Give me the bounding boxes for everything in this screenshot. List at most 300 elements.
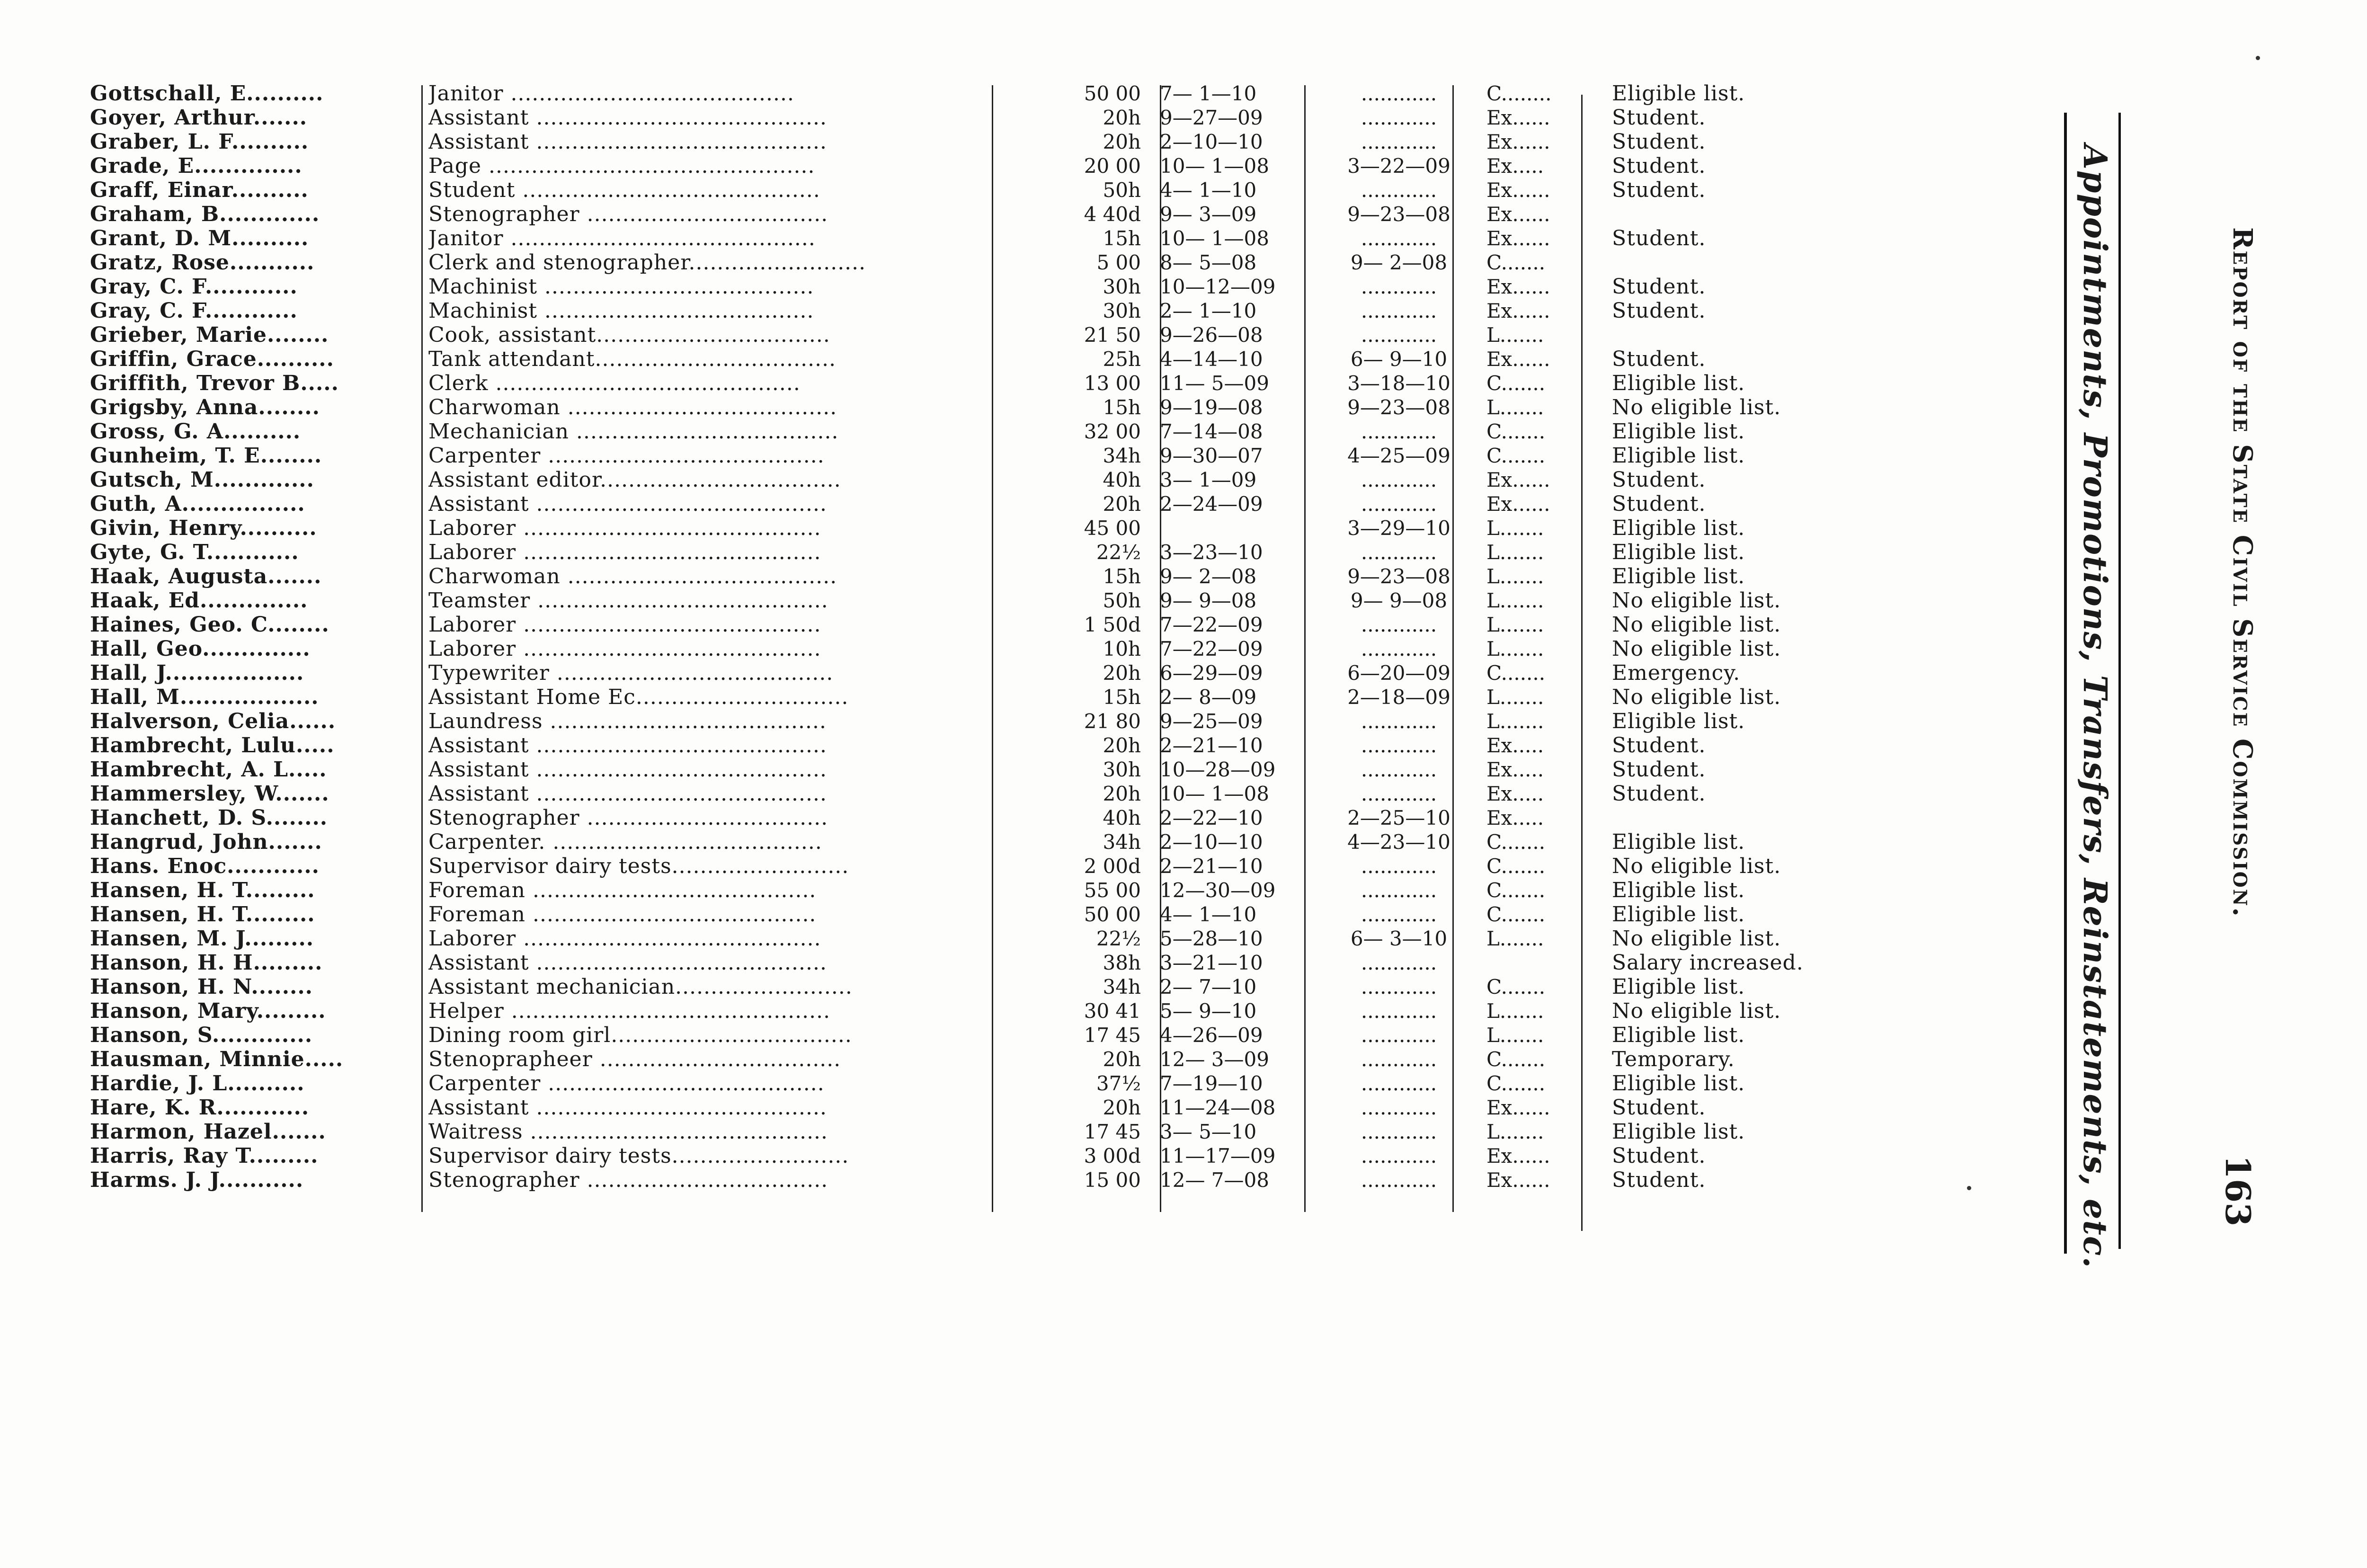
cell-date2: 6— 3—10	[1350, 927, 1448, 950]
cell-name: Halverson, Celia......	[90, 709, 336, 733]
cell-date2: ............	[1361, 782, 1437, 805]
cell-name: Graff, Einar..........	[90, 178, 309, 202]
cell-date1: 2—21—10	[1160, 734, 1263, 757]
table-row	[90, 830, 1842, 854]
cell-remark: Student.	[1612, 1096, 1706, 1120]
cell-remark: Eligible list.	[1612, 1071, 1745, 1096]
cell-date2: ............	[1361, 106, 1437, 129]
cell-salary: 20 00	[1084, 154, 1141, 178]
cell-salary: 15h	[1103, 396, 1141, 419]
cell-code: Ex......	[1486, 347, 1550, 371]
cell-remark: No eligible list.	[1612, 685, 1781, 709]
cell-date1: 9—26—08	[1160, 323, 1263, 347]
cell-salary: 38h	[1103, 951, 1141, 974]
table-row	[90, 661, 1842, 685]
cell-date2: 4—23—10	[1347, 830, 1450, 854]
cell-title: Page ..............................................	[428, 154, 815, 178]
cell-date1: 10— 1—08	[1160, 227, 1269, 250]
cell-salary: 22½	[1096, 927, 1141, 950]
cell-code: L.......	[1486, 396, 1544, 419]
cell-code: Ex......	[1486, 178, 1550, 202]
cell-date2: ............	[1361, 613, 1437, 636]
cell-title: Supervisor dairy tests.........................	[428, 854, 849, 878]
cell-salary: 20h	[1103, 661, 1141, 685]
cell-salary: 30h	[1103, 299, 1141, 322]
cell-name: Graber, L. F..........	[90, 130, 309, 154]
cell-date1: 12— 3—09	[1160, 1048, 1269, 1071]
cell-name: Hans. Enoc............	[90, 854, 320, 878]
cell-date2: ............	[1361, 323, 1437, 347]
cell-date1: 8— 5—08	[1160, 251, 1257, 274]
cell-name: Grieber, Marie........	[90, 323, 329, 347]
cell-code: C.......	[1486, 903, 1546, 926]
cell-salary: 21 50	[1084, 323, 1141, 347]
cell-name: Grigsby, Anna........	[90, 395, 320, 419]
cell-name: Hall, M..................	[90, 685, 319, 709]
cell-code: L.......	[1486, 589, 1544, 612]
cell-date1: 9—19—08	[1160, 396, 1263, 419]
cell-salary: 20h	[1103, 106, 1141, 129]
cell-date1: 11—24—08	[1160, 1096, 1276, 1119]
cell-name: Guth, A................	[90, 492, 305, 516]
table-row	[90, 492, 1842, 516]
cell-title: Clerk ...........................................	[428, 371, 801, 395]
cell-code: Ex......	[1486, 299, 1550, 322]
cell-remark: Eligible list.	[1612, 444, 1745, 468]
cell-name: Hangrud, John.......	[90, 830, 322, 854]
cell-salary: 40h	[1103, 806, 1141, 829]
cell-date1: 12—30—09	[1160, 879, 1276, 902]
cell-code: Ex.....	[1486, 782, 1544, 805]
cell-date2: ............	[1361, 420, 1437, 443]
cell-date1: 9—27—09	[1160, 106, 1263, 129]
table-row	[90, 371, 1842, 395]
cell-code: Ex.....	[1486, 734, 1544, 757]
table-row	[90, 854, 1842, 878]
cell-date1: 2—10—10	[1160, 130, 1263, 153]
table-row	[90, 1120, 1842, 1144]
cell-code: C.......	[1486, 420, 1546, 443]
table-row	[90, 757, 1842, 782]
cell-title: Charwoman ......................................	[428, 395, 837, 419]
cell-date2: 9— 2—08	[1350, 251, 1448, 274]
table-row	[90, 999, 1842, 1023]
cell-date2: 9— 9—08	[1350, 589, 1448, 612]
cell-date2: ............	[1361, 1048, 1437, 1071]
cell-salary: 15h	[1103, 686, 1141, 709]
cell-name: Gutsch, M.............	[90, 468, 314, 492]
cell-salary: 20h	[1103, 782, 1141, 805]
cell-date2: ............	[1361, 999, 1437, 1023]
cell-title: Helper .............................................	[428, 999, 831, 1023]
cell-date1: 5— 9—10	[1160, 999, 1257, 1023]
cell-title: Waitress ..........................................	[428, 1120, 828, 1144]
cell-date1: 4—14—10	[1160, 347, 1263, 371]
cell-date1: 9— 2—08	[1160, 565, 1257, 588]
cell-title: Assistant mechanician.........................	[428, 975, 853, 999]
cell-remark: Temporary.	[1612, 1047, 1735, 1071]
cell-remark: Student.	[1612, 178, 1706, 202]
cell-date2: ............	[1361, 975, 1437, 998]
cell-name: Hambrecht, A. L.....	[90, 757, 327, 782]
cell-code: C.......	[1486, 372, 1546, 395]
print-speck	[2256, 56, 2260, 60]
cell-title: Assistant .........................................	[428, 757, 827, 782]
cell-salary: 2 00d	[1084, 855, 1141, 878]
cell-title: Assistant .........................................	[428, 782, 827, 806]
cell-remark: Student.	[1612, 468, 1706, 492]
cell-salary: 22½	[1096, 541, 1141, 564]
cell-name: Haak, Augusta.......	[90, 564, 322, 588]
cell-date2: 6— 9—10	[1350, 347, 1448, 371]
cell-name: Hanson, Mary.........	[90, 999, 326, 1023]
cell-name: Harms. J. J...........	[90, 1168, 304, 1192]
cell-salary: 3 00d	[1084, 1144, 1141, 1167]
cell-remark: Student.	[1612, 733, 1706, 757]
cell-code: C.......	[1486, 444, 1546, 467]
cell-salary: 30h	[1103, 758, 1141, 781]
cell-date2: 9—23—08	[1347, 396, 1450, 419]
cell-remark: Student.	[1612, 106, 1706, 130]
cell-date2: ............	[1361, 1120, 1437, 1143]
cell-salary: 25h	[1103, 347, 1141, 371]
cell-date2: ............	[1361, 299, 1437, 322]
cell-date2: ............	[1361, 1024, 1437, 1047]
cell-date2: ............	[1361, 468, 1437, 491]
cell-date2: ............	[1361, 275, 1437, 298]
table-row	[90, 154, 1842, 178]
cell-date2: ............	[1361, 951, 1437, 974]
table-row	[90, 250, 1842, 275]
cell-salary: 4 40d	[1084, 203, 1141, 226]
cell-code: C........	[1486, 82, 1552, 105]
cell-remark: Student.	[1612, 757, 1706, 782]
table-row	[90, 275, 1842, 299]
cell-remark: No eligible list.	[1612, 854, 1781, 878]
cell-name: Gross, G. A..........	[90, 419, 301, 444]
table-row	[90, 1168, 1842, 1192]
cell-name: Grant, D. M..........	[90, 226, 309, 250]
cell-salary: 34h	[1103, 830, 1141, 854]
cell-code: C.......	[1486, 1048, 1546, 1071]
cell-date2: ............	[1361, 227, 1437, 250]
cell-code: Ex......	[1486, 1168, 1550, 1192]
cell-date1: 9— 9—08	[1160, 589, 1257, 612]
cell-code: Ex......	[1486, 106, 1550, 129]
cell-date1: 4— 1—10	[1160, 903, 1257, 926]
cell-title: Mechanician .....................................	[428, 419, 839, 444]
cell-salary: 17 45	[1084, 1024, 1141, 1047]
cell-remark: Eligible list.	[1612, 419, 1745, 444]
cell-salary: 10h	[1103, 637, 1141, 660]
cell-code: L.......	[1486, 323, 1544, 347]
cell-remark: Student.	[1612, 1144, 1706, 1168]
cell-salary: 20h	[1103, 130, 1141, 153]
table-row	[90, 733, 1842, 757]
cell-code: C.......	[1486, 661, 1546, 685]
cell-name: Hanson, H. N........	[90, 975, 313, 999]
cell-code: C.......	[1486, 975, 1546, 998]
cell-name: Grade, E..............	[90, 154, 303, 178]
cell-name: Hanson, S.............	[90, 1023, 313, 1047]
cell-name: Gray, C. F............	[90, 299, 298, 323]
cell-date2: ............	[1361, 637, 1437, 660]
cell-salary: 5 00	[1096, 251, 1141, 274]
cell-salary: 32 00	[1084, 420, 1141, 443]
cell-date2: ............	[1361, 541, 1437, 564]
cell-code: L.......	[1486, 927, 1544, 950]
cell-date1: 2—21—10	[1160, 855, 1263, 878]
cell-title: Laborer ..........................................	[428, 637, 821, 661]
header-rule-inner	[2118, 113, 2121, 1249]
table-row	[90, 927, 1842, 951]
cell-salary: 55 00	[1084, 879, 1141, 902]
table-row	[90, 613, 1842, 637]
cell-remark: Eligible list.	[1612, 540, 1745, 564]
table-row	[90, 106, 1842, 130]
cell-salary: 30 41	[1084, 999, 1141, 1023]
cell-salary: 15h	[1103, 565, 1141, 588]
cell-name: Hare, K. R............	[90, 1096, 310, 1120]
cell-code: L.......	[1486, 686, 1544, 709]
cell-date1: 3—21—10	[1160, 951, 1263, 974]
cell-salary: 34h	[1103, 444, 1141, 467]
cell-date1: 7— 1—10	[1160, 82, 1257, 105]
cell-code: L.......	[1486, 999, 1544, 1023]
cell-name: Graham, B.............	[90, 202, 320, 226]
cell-date2: ............	[1361, 1144, 1437, 1167]
cell-date2: ............	[1361, 492, 1437, 516]
cell-salary: 30h	[1103, 275, 1141, 298]
table-row	[90, 1071, 1842, 1096]
table-row	[90, 395, 1842, 419]
table-row	[90, 709, 1842, 733]
cell-salary: 17 45	[1084, 1120, 1141, 1143]
cell-title: Stenographer ..................................	[428, 1168, 828, 1192]
table-row	[90, 975, 1842, 999]
cell-remark: Student.	[1612, 226, 1706, 250]
cell-title: Carpenter .......................................	[428, 444, 825, 468]
cell-name: Hall, J..................	[90, 661, 304, 685]
cell-date1: 9— 3—09	[1160, 203, 1257, 226]
cell-date1: 10— 1—08	[1160, 782, 1269, 805]
page-number: 163	[2218, 1155, 2258, 1227]
cell-title: Stenoprapheer ..................................	[428, 1047, 841, 1071]
cell-salary: 37½	[1096, 1072, 1141, 1095]
cell-code: C.......	[1486, 1072, 1546, 1095]
cell-title: Assistant .........................................	[428, 733, 827, 757]
table-row	[90, 564, 1842, 588]
cell-title: Student ..........................................	[428, 178, 820, 202]
header-rule-outer	[2064, 113, 2067, 1254]
cell-name: Gratz, Rose...........	[90, 250, 315, 275]
cell-salary: 13 00	[1084, 372, 1141, 395]
cell-title: Typewriter .......................................	[428, 661, 834, 685]
cell-title: Assistant .........................................	[428, 130, 827, 154]
cell-name: Hansen, H. T.........	[90, 878, 315, 902]
cell-remark: No eligible list.	[1612, 999, 1781, 1023]
cell-name: Harris, Ray T.........	[90, 1144, 319, 1168]
cell-salary: 34h	[1103, 975, 1141, 998]
table-row	[90, 902, 1842, 927]
cell-date2: ............	[1361, 82, 1437, 105]
cell-date2: ............	[1361, 178, 1437, 202]
cell-code: L.......	[1486, 637, 1544, 660]
cell-name: Hardie, J. L..........	[90, 1071, 305, 1096]
cell-code: L.......	[1486, 565, 1544, 588]
cell-name: Gunheim, T. E........	[90, 444, 322, 468]
cell-title: Carpenter .......................................	[428, 1071, 825, 1096]
cell-date1: 2— 1—10	[1160, 299, 1257, 322]
print-speck	[1967, 1186, 1971, 1190]
cell-date1: 3—23—10	[1160, 541, 1263, 564]
cell-name: Goyer, Arthur.......	[90, 106, 308, 130]
cell-remark: Student.	[1612, 782, 1706, 806]
cell-name: Harmon, Hazel.......	[90, 1120, 326, 1144]
cell-date1: 4—26—09	[1160, 1024, 1263, 1047]
cell-title: Supervisor dairy tests.........................	[428, 1144, 849, 1168]
cell-code: L.......	[1486, 517, 1544, 540]
cell-date1: 3— 1—09	[1160, 468, 1257, 491]
cell-title: Tank attendant..................................	[428, 347, 836, 371]
cell-salary: 1 50d	[1084, 613, 1141, 636]
table-row	[90, 1047, 1842, 1071]
cell-remark: Eligible list.	[1612, 1120, 1745, 1144]
cell-code: Ex......	[1486, 1096, 1550, 1119]
cell-code: L.......	[1486, 1024, 1544, 1047]
cell-title: Janitor ........................................	[428, 81, 794, 106]
cell-title: Laborer ..........................................	[428, 516, 821, 540]
cell-name: Hansen, H. T.........	[90, 902, 315, 927]
cell-date2: 9—23—08	[1347, 203, 1450, 226]
cell-code: Ex......	[1486, 1144, 1550, 1167]
cell-name: Hambrecht, Lulu.....	[90, 733, 335, 757]
cell-salary: 15h	[1103, 227, 1141, 250]
cell-title: Stenographer ..................................	[428, 806, 828, 830]
cell-date1: 7—22—09	[1160, 613, 1263, 636]
cell-salary: 15 00	[1084, 1168, 1141, 1192]
cell-title: Assistant .........................................	[428, 1096, 827, 1120]
cell-code: C.......	[1486, 855, 1546, 878]
cell-remark: Salary increased.	[1612, 951, 1804, 975]
cell-date1: 6—29—09	[1160, 661, 1263, 685]
cell-code: Ex......	[1486, 275, 1550, 298]
cell-code: L.......	[1486, 710, 1544, 733]
table-row	[90, 81, 1842, 106]
cell-title: Foreman ........................................	[428, 902, 817, 927]
cell-name: Haak, Ed..............	[90, 588, 308, 613]
table-row	[90, 323, 1842, 347]
cell-title: Cook, assistant.................................	[428, 323, 830, 347]
cell-date2: ............	[1361, 130, 1437, 153]
table-row	[90, 347, 1842, 371]
cell-code: C.......	[1486, 251, 1546, 274]
cell-title: Machinist ......................................	[428, 275, 814, 299]
cell-remark: Student.	[1612, 275, 1706, 299]
cell-title: Dining room girl..................................	[428, 1023, 852, 1047]
cell-salary: 20h	[1103, 1096, 1141, 1119]
cell-title: Assistant Home Ec..............................	[428, 685, 849, 709]
table-row	[90, 1023, 1842, 1047]
cell-code: Ex.....	[1486, 758, 1544, 781]
cell-date2: ............	[1361, 758, 1437, 781]
cell-title: Laundress .......................................	[428, 709, 827, 733]
cell-remark: No eligible list.	[1612, 927, 1781, 951]
cell-salary: 50 00	[1084, 903, 1141, 926]
cell-name: Griffith, Trevor B.....	[90, 371, 339, 395]
cell-salary: 21 80	[1084, 710, 1141, 733]
cell-date1: 2— 8—09	[1160, 686, 1257, 709]
cell-date2: ............	[1361, 903, 1437, 926]
cell-date2: 6—20—09	[1347, 661, 1450, 685]
cell-date2: 2—25—10	[1347, 806, 1450, 829]
cell-name: Hansen, M. J.........	[90, 927, 314, 951]
cell-name: Haines, Geo. C........	[90, 613, 329, 637]
cell-code: Ex......	[1486, 227, 1550, 250]
cell-remark: Eligible list.	[1612, 371, 1745, 395]
cell-title: Assistant editor..................................	[428, 468, 841, 492]
cell-title: Laborer ..........................................	[428, 613, 821, 637]
cell-remark: No eligible list.	[1612, 613, 1781, 637]
cell-title: Clerk and stenographer.........................	[428, 250, 866, 275]
cell-date1: 7—22—09	[1160, 637, 1263, 660]
cell-salary: 20h	[1103, 1048, 1141, 1071]
cell-code: Ex.....	[1486, 806, 1544, 829]
cell-date1: 7—19—10	[1160, 1072, 1263, 1095]
cell-title: Laborer ..........................................	[428, 927, 821, 951]
table-row	[90, 588, 1842, 613]
cell-title: Charwoman ......................................	[428, 564, 837, 588]
table-row	[90, 951, 1842, 975]
cell-salary: 40h	[1103, 468, 1141, 491]
cell-name: Gottschall, E..........	[90, 81, 324, 106]
cell-remark: No eligible list.	[1612, 395, 1781, 419]
cell-title: Assistant .........................................	[428, 106, 827, 130]
cell-title: Carpenter. ......................................	[428, 830, 822, 854]
cell-date1: 3— 5—10	[1160, 1120, 1257, 1143]
cell-date2: 4—25—09	[1347, 444, 1450, 467]
cell-remark: Eligible list.	[1612, 830, 1745, 854]
cell-title: Assistant .........................................	[428, 951, 827, 975]
cell-remark: Student.	[1612, 154, 1706, 178]
cell-remark: No eligible list.	[1612, 588, 1781, 613]
cell-date1: 10— 1—08	[1160, 154, 1269, 178]
cell-salary: 20h	[1103, 492, 1141, 516]
cell-salary: 50 00	[1084, 82, 1141, 105]
cell-date2: ............	[1361, 1168, 1437, 1192]
table-row	[90, 130, 1842, 154]
cell-title: Foreman ........................................	[428, 878, 817, 902]
report-title: Report of the State Civil Service Commission.	[2227, 227, 2258, 918]
table-row	[90, 178, 1842, 202]
cell-date2: ............	[1361, 1096, 1437, 1119]
cell-date1: 2—22—10	[1160, 806, 1263, 829]
cell-date2: 9—23—08	[1347, 565, 1450, 588]
cell-remark: Eligible list.	[1612, 81, 1745, 106]
cell-date1: 11—17—09	[1160, 1144, 1276, 1167]
cell-remark: Eligible list.	[1612, 878, 1745, 902]
cell-date1: 12— 7—08	[1160, 1168, 1269, 1192]
cell-salary: 50h	[1103, 589, 1141, 612]
cell-code: Ex......	[1486, 130, 1550, 153]
cell-code: Ex......	[1486, 203, 1550, 226]
cell-code: Ex.....	[1486, 154, 1544, 178]
cell-remark: Eligible list.	[1612, 516, 1745, 540]
cell-title: Laborer ..........................................	[428, 540, 821, 564]
cell-title: Machinist ......................................	[428, 299, 814, 323]
cell-name: Griffin, Grace..........	[90, 347, 334, 371]
cell-title: Stenographer ..................................	[428, 202, 828, 226]
